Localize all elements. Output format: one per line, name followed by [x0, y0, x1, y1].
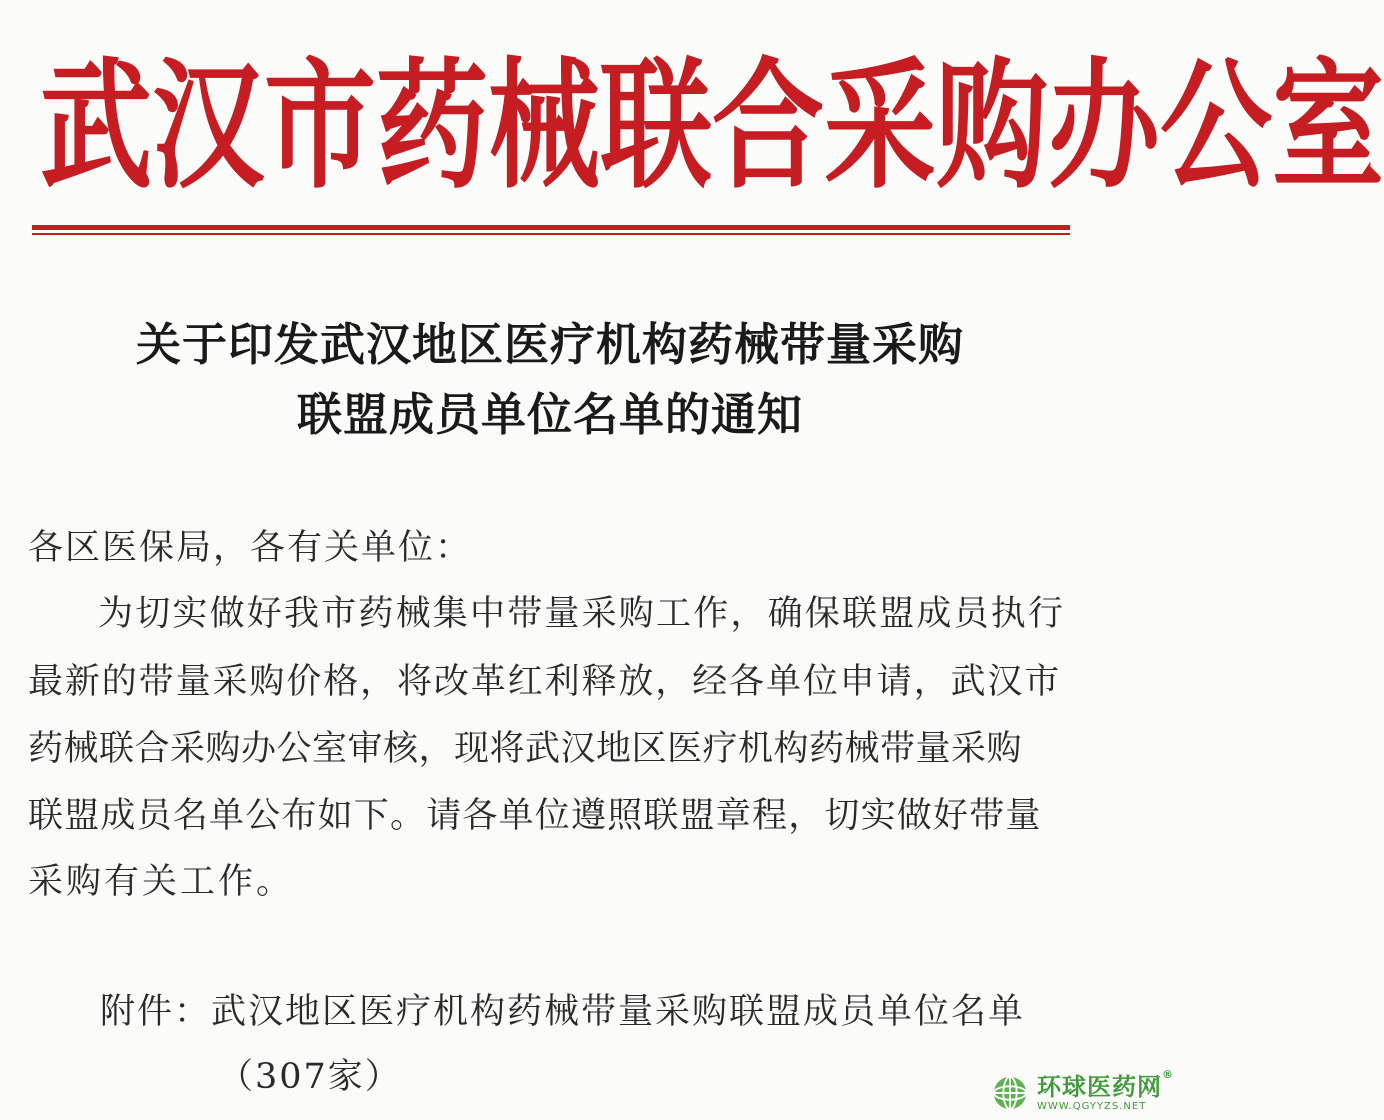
letterhead-char-0: 武: [40, 45, 152, 209]
paragraph-line-4: 联盟成员名单公布如下。请各单位遵照联盟章程，切实做好带量: [28, 796, 1042, 836]
registered-mark: ®: [1162, 1067, 1174, 1081]
attachment-line-2: （307家）: [218, 1057, 402, 1097]
watermark-url: WWW.QGYYZS.NET: [1037, 1100, 1147, 1112]
watermark-name-text: 环球医药网: [1037, 1072, 1162, 1101]
notice-title-line-2: 联盟成员单位名单的通知: [296, 388, 803, 441]
letterhead-char-2: 市: [264, 45, 376, 209]
letterhead-char-3: 药: [376, 45, 488, 209]
letterhead-char-10: 公: [1160, 45, 1272, 209]
paragraph-line-5: 采购有关工作。: [28, 862, 295, 902]
letterhead-char-8: 购: [936, 45, 1048, 209]
letterhead-char-11: 室: [1272, 45, 1384, 209]
letterhead-char-1: 汉: [152, 45, 264, 209]
globe-icon: [991, 1074, 1029, 1112]
attachment-line-1: 附件：武汉地区医疗机构药械带量采购联盟成员单位名单: [100, 992, 1026, 1032]
notice-title-line-1: 关于印发武汉地区医疗机构药械带量采购: [135, 318, 964, 371]
letterhead-rule-thick: [32, 225, 1070, 230]
letterhead-title: [40, 45, 1384, 209]
letterhead-char-5: 联: [600, 45, 712, 209]
paragraph-line-1: 为切实做好我市药械集中带量采购工作，确保联盟成员执行: [98, 594, 1066, 634]
paragraph-line-2: 最新的带量采购价格，将改革红利释放，经各单位申请，武汉市: [28, 662, 1062, 702]
site-watermark: [991, 1067, 1174, 1112]
watermark-name: [1037, 1067, 1174, 1101]
paragraph-line-3: 药械联合采购办公室审核，现将武汉地区医疗机构药械带量采购: [28, 729, 1023, 769]
letterhead-char-6: 合: [712, 45, 824, 209]
letterhead-rule-thin: [32, 233, 1070, 235]
salutation: 各区医保局，各有关单位：: [28, 528, 473, 568]
letterhead-char-7: 采: [824, 45, 936, 209]
letterhead-char-9: 办: [1048, 45, 1160, 209]
letterhead-char-4: 械: [488, 45, 600, 209]
